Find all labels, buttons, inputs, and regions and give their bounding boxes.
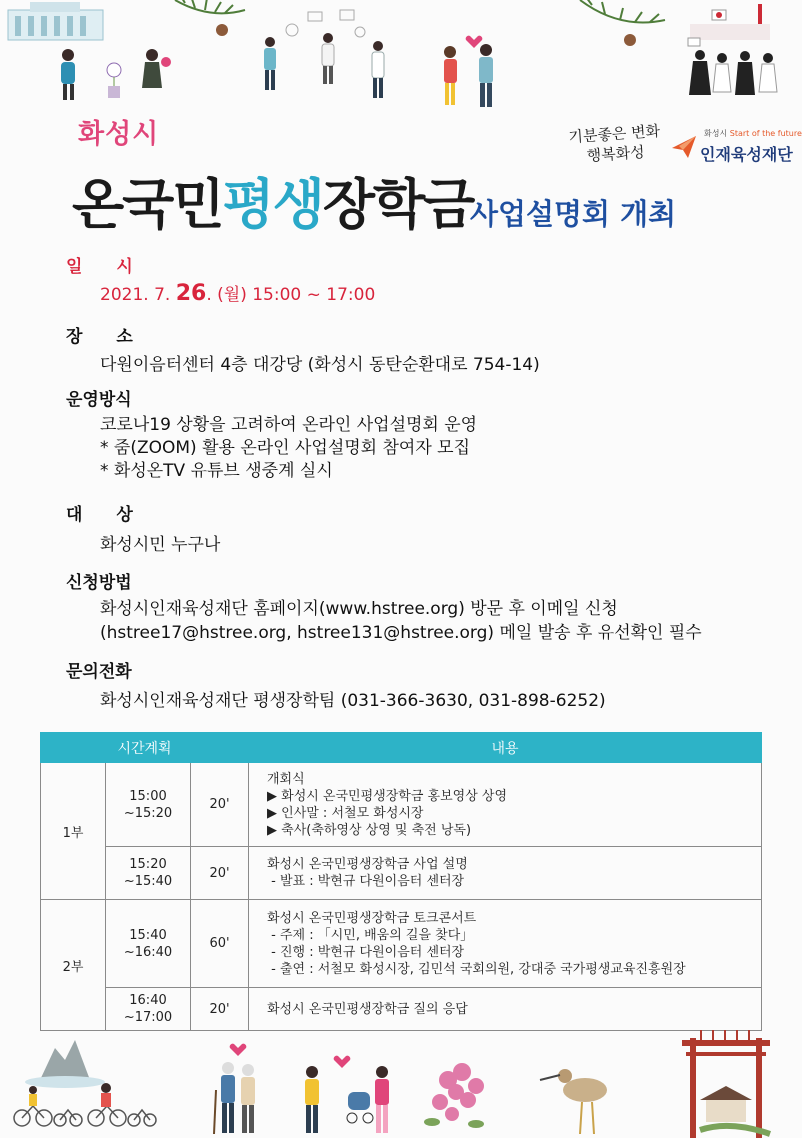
city-slogan: [559, 120, 672, 168]
paper-plane-icon: [670, 132, 698, 160]
time-cell: [106, 763, 191, 847]
pine-branch-icon: [175, 0, 245, 36]
time-start: 16:40: [129, 993, 167, 1008]
content-line: ▶ 화성시 온국민평생장학금 홍보영상 상영: [267, 788, 508, 804]
main-title: [72, 162, 473, 239]
time-cell: [106, 900, 191, 988]
city-name: 화성시: [78, 119, 160, 150]
content-line: - 출연 : 서철모 화성시장, 김민석 국회의원, 강대중 국가평생교육진흥원장: [267, 961, 686, 977]
time-end: ~16:40: [123, 944, 173, 960]
apply-list: [100, 597, 702, 645]
col-content-header: 내용: [249, 733, 762, 763]
date-day: 26: [175, 281, 207, 306]
content-cell: [249, 900, 762, 988]
duration-cell: 60': [191, 900, 249, 988]
person-icon: [101, 1083, 111, 1107]
pine-branch-icon: [580, 0, 665, 46]
content-line: 화성시 온국민평생장학금 토크콘서트: [267, 910, 477, 926]
method-label: 운영방식: [66, 390, 132, 410]
method-line: * 줌(ZOOM) 활용 온라인 사업설명회 참여자 모집: [100, 438, 471, 458]
table-row: [41, 900, 762, 988]
date-prefix: 2021. 7.: [100, 285, 171, 305]
date-value: [100, 280, 375, 306]
people-icon: [264, 10, 384, 98]
table-row: [41, 847, 762, 900]
top-illustrations: [0, 0, 802, 120]
bottom-illustrations: [0, 1030, 802, 1138]
foundation-logo: [670, 128, 802, 168]
time-start: 15:40: [129, 927, 167, 943]
time-end: ~17:00: [123, 1010, 173, 1025]
logo-name: 인재육성재단: [700, 145, 793, 164]
apply-line: (hstree17@hstree.org, hstree131@hstree.org) 메일 발송 후 유선확인 필수: [100, 623, 702, 643]
duration-cell: 20': [191, 988, 249, 1031]
title-part2: 장학금: [322, 173, 474, 236]
time-end: ~15:20: [123, 805, 173, 821]
target-label: 대 상: [66, 505, 133, 525]
traditional-gate-icon: [682, 1030, 770, 1138]
target-value: 화성시민 누구나: [100, 535, 221, 555]
content-cell: [249, 847, 762, 900]
subtitle: 사업설명회 개최: [470, 197, 677, 231]
apply-label: 신청방법: [66, 573, 132, 593]
flower-pot-icon: [107, 63, 121, 98]
col-time-header: 시간계획: [41, 733, 249, 763]
place-label: 장 소: [66, 327, 133, 347]
logo-small: 화성시: [704, 129, 728, 138]
content-line: 화성시 온국민평생장학금 질의 응답: [267, 1001, 468, 1017]
date-label: 일 시: [66, 257, 133, 277]
contact-value: 화성시인재육성재단 평생장학팀 (031-366-3630, 031-898-6252): [100, 691, 606, 711]
couple-icon: [444, 36, 493, 107]
title-part1: 온국민: [72, 173, 223, 236]
city-hall-icon: [8, 2, 103, 40]
content-line: 화성시 온국민평생장학금 사업 설명: [267, 857, 468, 872]
family-stroller-icon: [305, 1056, 389, 1133]
table-row: [41, 988, 762, 1031]
method-line: 코로나19 상황을 고려하여 온라인 사업설명회 운영: [100, 415, 478, 435]
place-value: 다원이음터센터 4층 대강당 (화성시 동탄순환대로 754-14): [100, 355, 540, 375]
contact-label: 문의전화: [66, 662, 132, 682]
rock-island-icon: [25, 1040, 105, 1088]
duration-cell: 20': [191, 847, 249, 900]
slogan-line2: 행복화성: [586, 142, 646, 165]
person-icon: [29, 1086, 37, 1106]
time-cell: [106, 988, 191, 1031]
method-list: [100, 414, 477, 483]
logo-tagline: Start of the future: [729, 129, 802, 138]
table-header-row: [41, 733, 762, 763]
person-icon: [142, 49, 171, 88]
content-line: 개회식: [267, 771, 305, 787]
title-highlight: 평생: [222, 173, 323, 236]
time-end: ~15:40: [123, 874, 173, 889]
content-cell: [249, 763, 762, 847]
time-start: 15:00: [129, 788, 167, 804]
independence-people-icon: [688, 4, 777, 95]
method-line: * 화성온TV 유튜브 생중계 실시: [100, 461, 333, 481]
part-cell: 1부: [41, 763, 106, 900]
apply-line: 화성시인재육성재단 홈페이지(www.hstree.org) 방문 후 이메일 신청: [100, 599, 618, 619]
content-line: - 발표 : 박현규 다원이음터 센터장: [267, 874, 465, 889]
schedule-table: [40, 732, 762, 1031]
logo-small-text: [704, 128, 802, 139]
content-line: - 진행 : 박현규 다원이음터 센터장: [267, 944, 465, 960]
part-cell: 2부: [41, 900, 106, 1031]
person-icon: [61, 49, 75, 100]
time-cell: [106, 847, 191, 900]
table-row: [41, 763, 762, 847]
time-start: 15:20: [129, 857, 167, 872]
content-line: - 주제 : 「시민, 배움의 길을 찾다」: [267, 927, 474, 943]
duration-cell: 20': [191, 763, 249, 847]
crape-myrtle-flower-icon: [424, 1063, 484, 1128]
date-suffix: . (월) 15:00 ~ 17:00: [206, 285, 376, 305]
content-line: ▶ 인사말 : 서철모 화성시장: [267, 805, 424, 821]
elderly-couple-icon: [214, 1044, 255, 1134]
bird-icon: [540, 1069, 607, 1134]
content-cell: [249, 988, 762, 1031]
slogan-line1: 기분좋은 변화: [567, 121, 661, 147]
content-line: ▶ 축사(축하영상 상영 및 축전 낭독): [267, 822, 472, 838]
